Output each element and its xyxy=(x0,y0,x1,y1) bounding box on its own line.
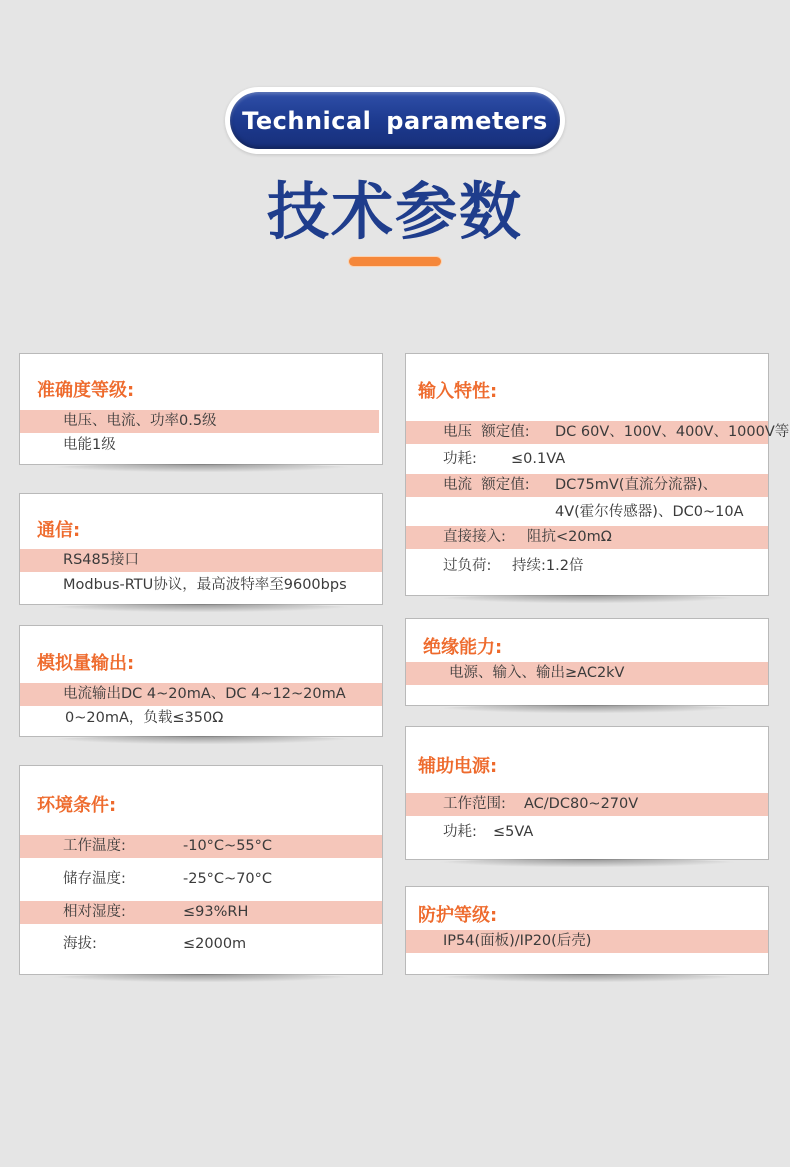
spec-text: 电压、电流、功率0.5级 xyxy=(63,413,217,429)
spec-row xyxy=(20,868,382,891)
spec-row xyxy=(406,474,768,497)
spec-text: 电能1级 xyxy=(63,437,116,453)
spec-row xyxy=(406,448,768,471)
spec-text: 电源、输入、输出≥AC2kV xyxy=(449,665,625,681)
spec-value: DC75mV(直流分流器)、 xyxy=(555,477,718,493)
section-title-accuracy: 准确度等级: xyxy=(37,380,135,401)
spec-label: 功耗: xyxy=(443,824,477,840)
card-environment xyxy=(19,765,383,975)
header-badge xyxy=(225,87,565,154)
spec-label: 过负荷: xyxy=(443,558,492,574)
spec-label: 海拔: xyxy=(63,936,97,952)
card-communication xyxy=(19,493,383,605)
spec-value: 阻抗<20mΩ xyxy=(527,529,612,545)
spec-row xyxy=(20,835,382,858)
spec-row xyxy=(406,793,768,816)
header-badge-text: Technical parameters xyxy=(242,106,548,135)
spec-label: 电流 额定值: xyxy=(443,477,530,493)
spec-value: AC/DC80~270V xyxy=(524,796,639,812)
spec-label: 储存温度: xyxy=(63,871,126,887)
spec-row xyxy=(406,662,768,685)
spec-row xyxy=(20,410,379,433)
title-accent-bar xyxy=(349,257,441,266)
spec-row xyxy=(406,821,768,844)
spec-row xyxy=(20,683,382,706)
spec-label: 电压 额定值: xyxy=(443,424,530,440)
card-input xyxy=(405,353,790,596)
card-aux-power xyxy=(405,726,769,860)
spec-row xyxy=(20,901,382,924)
card-protection xyxy=(405,886,769,975)
spec-label: 功耗: xyxy=(443,451,477,467)
spec-row xyxy=(406,526,768,549)
spec-value: 持续:1.2倍 xyxy=(512,558,584,574)
spec-row xyxy=(20,574,382,597)
spec-value: ≤93%RH xyxy=(183,904,249,920)
section-title-analog-output: 模拟量输出: xyxy=(37,653,135,674)
section-title-insulation: 绝缘能力: xyxy=(423,637,503,658)
card-accuracy xyxy=(19,353,383,465)
page-title: 技术参数 xyxy=(266,175,523,248)
spec-label: 工作温度: xyxy=(63,838,126,854)
spec-text: 电流输出DC 4~20mA、DC 4~12~20mA xyxy=(63,686,346,702)
spec-value: ≤2000m xyxy=(183,936,247,952)
spec-row xyxy=(20,933,382,956)
spec-row xyxy=(20,707,382,730)
spec-row xyxy=(20,434,382,457)
spec-row xyxy=(20,549,382,572)
spec-row xyxy=(406,555,768,578)
spec-value: ≤5VA xyxy=(493,824,534,840)
section-title-environment: 环境条件: xyxy=(37,795,117,816)
spec-text: 0~20mA，负载≤350Ω xyxy=(65,710,224,726)
spec-value: ≤0.1VA xyxy=(511,451,566,467)
section-title-communication: 通信: xyxy=(37,520,81,541)
spec-label: 工作范围: xyxy=(443,796,506,812)
section-title-aux-power: 辅助电源: xyxy=(418,756,498,777)
spec-row xyxy=(406,930,768,953)
spec-text: IP54(面板)/IP20(后壳) xyxy=(443,933,592,949)
spec-label: 相对湿度: xyxy=(63,904,126,920)
section-title-input: 输入特性: xyxy=(418,381,498,402)
spec-text: Modbus-RTU协议，最高波特率至9600bps xyxy=(63,577,347,593)
spec-row xyxy=(406,501,768,524)
spec-value: -25°C~70°C xyxy=(183,871,273,887)
spec-text: RS485接口 xyxy=(63,552,139,568)
spec-value: DC 60V、100V、400V、1000V等 xyxy=(555,424,790,440)
card-insulation xyxy=(405,618,769,706)
card-analog-output xyxy=(19,625,383,737)
spec-label: 直接接入: xyxy=(443,529,506,545)
spec-value: -10°C~55°C xyxy=(183,838,273,854)
section-title-protection: 防护等级: xyxy=(418,905,498,926)
spec-value: 4V(霍尔传感器)、DC0~10A xyxy=(555,504,744,520)
header-badge-pill xyxy=(230,92,560,149)
spec-row xyxy=(406,421,790,444)
